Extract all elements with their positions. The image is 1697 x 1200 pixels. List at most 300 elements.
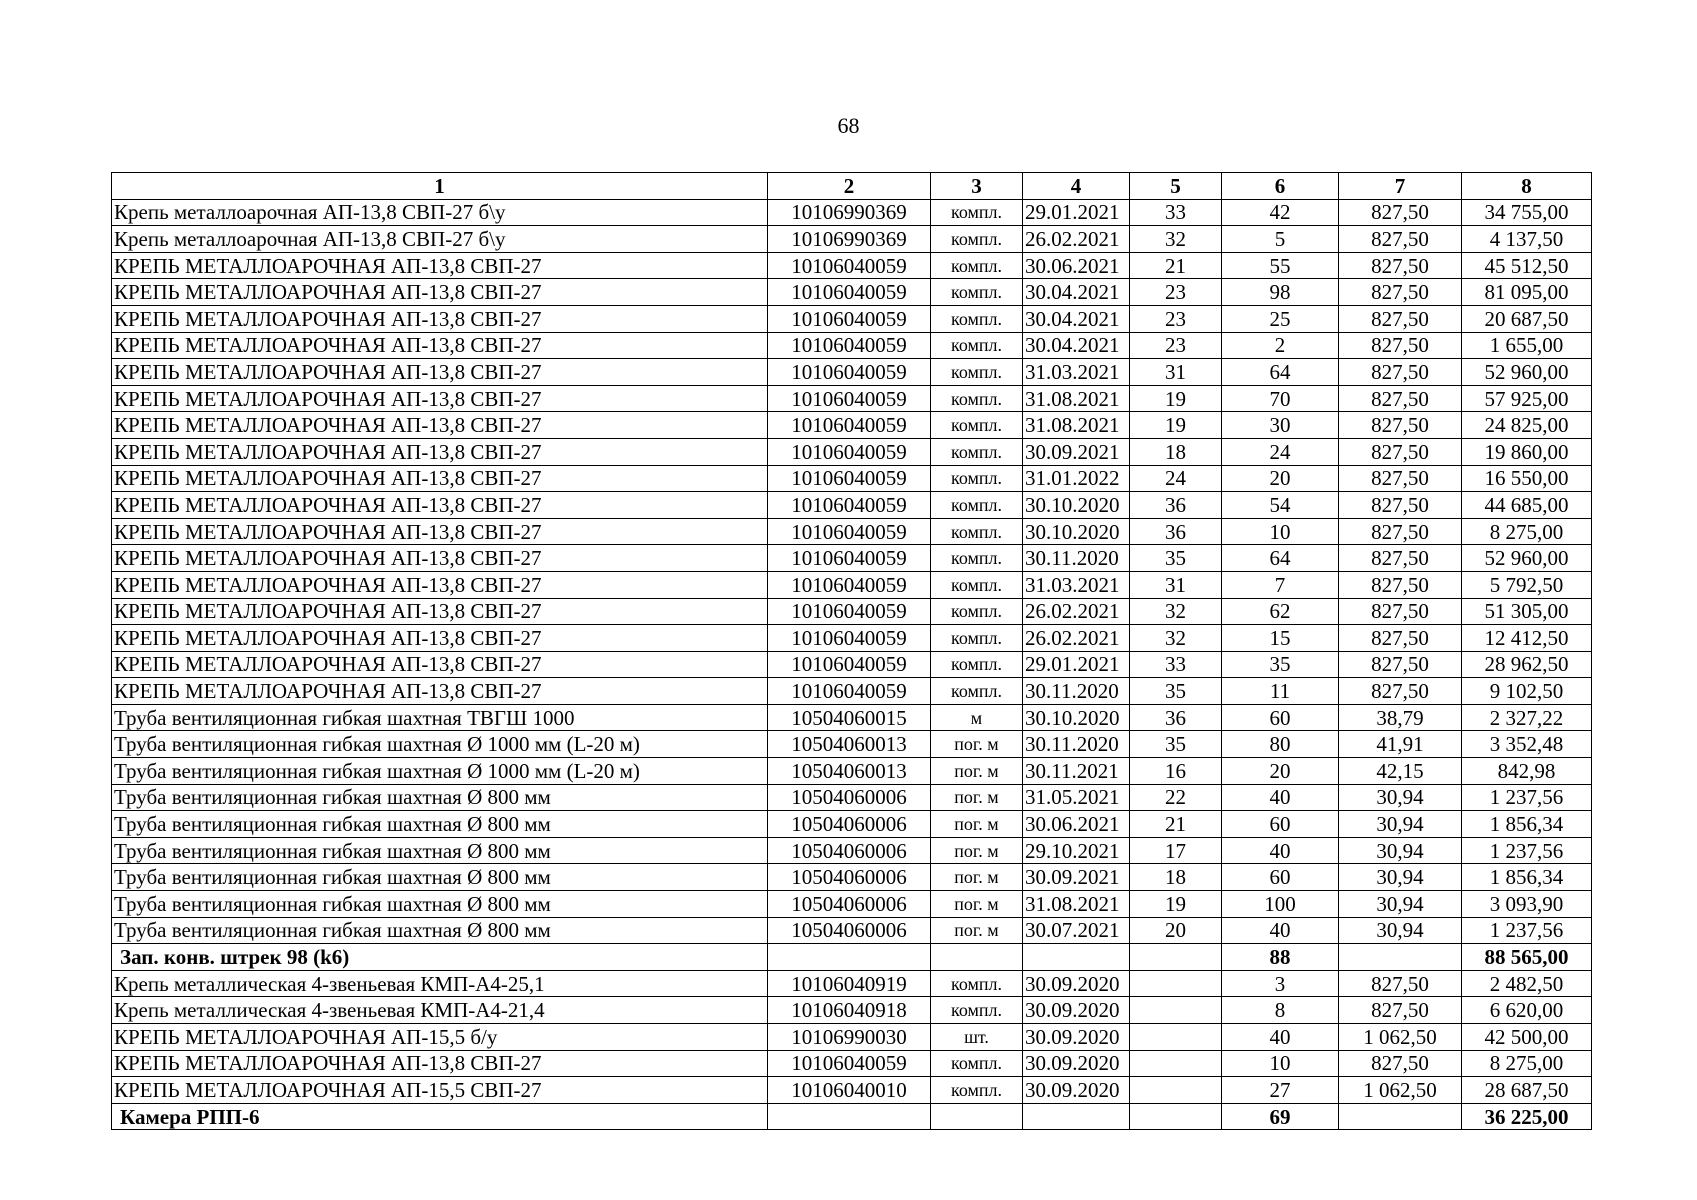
- unit-cell: компл.: [931, 651, 1023, 678]
- unit-cell: компл.: [931, 252, 1023, 279]
- table-row: [112, 837, 1592, 864]
- item-name-cell: КРЕПЬ МЕТАЛЛОАРОЧНАЯ АП-13,8 СВП-27: [112, 412, 768, 439]
- quantity-cell: 70: [1222, 385, 1339, 412]
- item-code-cell: 10106040059: [768, 305, 931, 332]
- table-row: [112, 784, 1592, 811]
- item-name-cell: Труба вентиляционная гибкая шахтная ТВГШ 1000: [112, 704, 768, 731]
- table-row: [112, 412, 1592, 439]
- sum-cell: 24 825,00: [1462, 412, 1592, 439]
- date-cell: 29.10.2021: [1023, 837, 1130, 864]
- unit-cell: пог. м: [931, 837, 1023, 864]
- column-5-cell: 35: [1130, 678, 1222, 705]
- item-name-cell: КРЕПЬ МЕТАЛЛОАРОЧНАЯ АП-13,8 СВП-27: [112, 465, 768, 492]
- sum-cell: 52 960,00: [1462, 545, 1592, 572]
- table-row: [112, 1077, 1592, 1104]
- item-code-cell: 10106990369: [768, 199, 931, 226]
- date-cell: 31.08.2021: [1023, 412, 1130, 439]
- column-5-cell: 21: [1130, 252, 1222, 279]
- quantity-cell: 25: [1222, 305, 1339, 332]
- column-5-cell: 19: [1130, 385, 1222, 412]
- price-cell: [1339, 1103, 1462, 1130]
- sum-cell: 16 550,00: [1462, 465, 1592, 492]
- item-code-cell: 10106040918: [768, 997, 931, 1024]
- price-cell: 30,94: [1339, 837, 1462, 864]
- price-cell: 827,50: [1339, 385, 1462, 412]
- unit-cell: пог. м: [931, 891, 1023, 918]
- date-cell: 30.06.2021: [1023, 811, 1130, 838]
- column-header: 1: [112, 173, 768, 200]
- item-code-cell: 10106040059: [768, 279, 931, 306]
- item-name-cell: Труба вентиляционная гибкая шахтная Ø 800 мм: [112, 864, 768, 891]
- item-code-cell: 10106040059: [768, 465, 931, 492]
- sum-cell: 88 565,00: [1462, 944, 1592, 971]
- unit-cell: компл.: [931, 465, 1023, 492]
- item-name-cell: КРЕПЬ МЕТАЛЛОАРОЧНАЯ АП-13,8 СВП-27: [112, 678, 768, 705]
- section-total-row: [112, 944, 1592, 971]
- unit-cell: компл.: [931, 332, 1023, 359]
- unit-cell: пог. м: [931, 784, 1023, 811]
- price-cell: 30,94: [1339, 917, 1462, 944]
- sum-cell: 51 305,00: [1462, 598, 1592, 625]
- column-5-cell: [1130, 997, 1222, 1024]
- column-header: 2: [768, 173, 931, 200]
- price-cell: 827,50: [1339, 199, 1462, 226]
- item-code-cell: 10106040059: [768, 252, 931, 279]
- item-name-cell: Крепь металлическая 4-звеньевая КМП-А4-21,4: [112, 997, 768, 1024]
- item-name-cell: КРЕПЬ МЕТАЛЛОАРОЧНАЯ АП-13,8 СВП-27: [112, 359, 768, 386]
- item-code-cell: 10106990030: [768, 1024, 931, 1051]
- table-row: [112, 438, 1592, 465]
- unit-cell: компл.: [931, 412, 1023, 439]
- sum-cell: 1 237,56: [1462, 917, 1592, 944]
- date-cell: 31.01.2022: [1023, 465, 1130, 492]
- section-title-cell: Зап. конв. штрек 98 (k6): [112, 944, 768, 971]
- item-name-cell: Труба вентиляционная гибкая шахтная Ø 800 мм: [112, 917, 768, 944]
- date-cell: [1023, 1103, 1130, 1130]
- unit-cell: [931, 1103, 1023, 1130]
- column-5-cell: 35: [1130, 731, 1222, 758]
- table-row: [112, 465, 1592, 492]
- unit-cell: компл.: [931, 970, 1023, 997]
- column-5-cell: 23: [1130, 279, 1222, 306]
- item-code-cell: 10504060015: [768, 704, 931, 731]
- table-row: [112, 970, 1592, 997]
- table-body: [112, 199, 1592, 1130]
- unit-cell: пог. м: [931, 811, 1023, 838]
- column-5-cell: 22: [1130, 784, 1222, 811]
- unit-cell: компл.: [931, 571, 1023, 598]
- date-cell: 30.09.2020: [1023, 970, 1130, 997]
- table-row: [112, 226, 1592, 253]
- sum-cell: 1 856,34: [1462, 811, 1592, 838]
- column-5-cell: 31: [1130, 571, 1222, 598]
- item-code-cell: 10106040059: [768, 545, 931, 572]
- sum-cell: 57 925,00: [1462, 385, 1592, 412]
- item-name-cell: Труба вентиляционная гибкая шахтная Ø 800 мм: [112, 891, 768, 918]
- unit-cell: м: [931, 704, 1023, 731]
- quantity-cell: 3: [1222, 970, 1339, 997]
- column-5-cell: 31: [1130, 359, 1222, 386]
- column-5-cell: 18: [1130, 864, 1222, 891]
- sum-cell: 42 500,00: [1462, 1024, 1592, 1051]
- item-code-cell: 10106040059: [768, 678, 931, 705]
- unit-cell: пог. м: [931, 731, 1023, 758]
- quantity-cell: 55: [1222, 252, 1339, 279]
- quantity-cell: 40: [1222, 784, 1339, 811]
- sum-cell: 8 275,00: [1462, 518, 1592, 545]
- sum-cell: 28 687,50: [1462, 1077, 1592, 1104]
- section-total-row: [112, 1103, 1592, 1130]
- table-row: [112, 385, 1592, 412]
- price-cell: 827,50: [1339, 970, 1462, 997]
- price-cell: [1339, 944, 1462, 971]
- unit-cell: [931, 944, 1023, 971]
- quantity-cell: 69: [1222, 1103, 1339, 1130]
- column-5-cell: 23: [1130, 332, 1222, 359]
- page-number: 68: [837, 113, 860, 138]
- quantity-cell: 64: [1222, 545, 1339, 572]
- table-row: [112, 332, 1592, 359]
- date-cell: 30.04.2021: [1023, 279, 1130, 306]
- column-5-cell: [1130, 1103, 1222, 1130]
- item-name-cell: КРЕПЬ МЕТАЛЛОАРОЧНАЯ АП-13,8 СВП-27: [112, 305, 768, 332]
- item-code-cell: 10106040059: [768, 332, 931, 359]
- price-cell: 1 062,50: [1339, 1077, 1462, 1104]
- item-name-cell: Труба вентиляционная гибкая шахтная Ø 1000 мм (L-20 м): [112, 731, 768, 758]
- table-row: [112, 704, 1592, 731]
- section-title-cell: Камера РПП-6: [112, 1103, 768, 1130]
- date-cell: 29.01.2021: [1023, 199, 1130, 226]
- table-row: [112, 1024, 1592, 1051]
- item-name-cell: Крепь металлоарочная АП-13,8 СВП-27 б\у: [112, 226, 768, 253]
- table-row: [112, 917, 1592, 944]
- item-name-cell: Труба вентиляционная гибкая шахтная Ø 1000 мм (L-20 м): [112, 758, 768, 785]
- date-cell: 30.11.2020: [1023, 545, 1130, 572]
- item-code-cell: 10106040059: [768, 412, 931, 439]
- date-cell: 30.06.2021: [1023, 252, 1130, 279]
- item-code-cell: 10106040059: [768, 1050, 931, 1077]
- price-cell: 827,50: [1339, 492, 1462, 519]
- sum-cell: 52 960,00: [1462, 359, 1592, 386]
- column-5-cell: 36: [1130, 492, 1222, 519]
- item-name-cell: КРЕПЬ МЕТАЛЛОАРОЧНАЯ АП-13,8 СВП-27: [112, 1050, 768, 1077]
- price-cell: 827,50: [1339, 252, 1462, 279]
- table-row: [112, 279, 1592, 306]
- item-name-cell: КРЕПЬ МЕТАЛЛОАРОЧНАЯ АП-13,8 СВП-27: [112, 279, 768, 306]
- column-header: 4: [1023, 173, 1130, 200]
- price-cell: 827,50: [1339, 359, 1462, 386]
- column-5-cell: 20: [1130, 917, 1222, 944]
- quantity-cell: 15: [1222, 625, 1339, 652]
- column-5-cell: 19: [1130, 891, 1222, 918]
- unit-cell: компл.: [931, 199, 1023, 226]
- column-5-cell: 32: [1130, 598, 1222, 625]
- sum-cell: 3 352,48: [1462, 731, 1592, 758]
- date-cell: 26.02.2021: [1023, 625, 1130, 652]
- unit-cell: пог. м: [931, 917, 1023, 944]
- item-name-cell: КРЕПЬ МЕТАЛЛОАРОЧНАЯ АП-15,5 б/у: [112, 1024, 768, 1051]
- date-cell: 30.10.2020: [1023, 492, 1130, 519]
- date-cell: 30.04.2021: [1023, 332, 1130, 359]
- unit-cell: компл.: [931, 598, 1023, 625]
- item-name-cell: Труба вентиляционная гибкая шахтная Ø 800 мм: [112, 837, 768, 864]
- date-cell: 31.08.2021: [1023, 891, 1130, 918]
- sum-cell: 81 095,00: [1462, 279, 1592, 306]
- price-cell: 827,50: [1339, 332, 1462, 359]
- quantity-cell: 100: [1222, 891, 1339, 918]
- table-row: [112, 359, 1592, 386]
- item-code-cell: 10504060006: [768, 891, 931, 918]
- table-row: [112, 518, 1592, 545]
- sum-cell: 1 237,56: [1462, 837, 1592, 864]
- sum-cell: 1 237,56: [1462, 784, 1592, 811]
- price-cell: 827,50: [1339, 571, 1462, 598]
- price-cell: 38,79: [1339, 704, 1462, 731]
- item-code-cell: [768, 944, 931, 971]
- column-header: 6: [1222, 173, 1339, 200]
- sum-cell: 28 962,50: [1462, 651, 1592, 678]
- date-cell: 31.03.2021: [1023, 359, 1130, 386]
- price-cell: 827,50: [1339, 598, 1462, 625]
- column-header: 5: [1130, 173, 1222, 200]
- column-number-row: [112, 173, 1592, 200]
- column-5-cell: 21: [1130, 811, 1222, 838]
- table-row: [112, 571, 1592, 598]
- price-cell: 30,94: [1339, 864, 1462, 891]
- unit-cell: компл.: [931, 226, 1023, 253]
- item-name-cell: КРЕПЬ МЕТАЛЛОАРОЧНАЯ АП-13,8 СВП-27: [112, 252, 768, 279]
- price-cell: 827,50: [1339, 438, 1462, 465]
- price-cell: 827,50: [1339, 545, 1462, 572]
- price-cell: 42,15: [1339, 758, 1462, 785]
- quantity-cell: 64: [1222, 359, 1339, 386]
- date-cell: 30.11.2021: [1023, 758, 1130, 785]
- column-5-cell: [1130, 1077, 1222, 1104]
- price-cell: 827,50: [1339, 997, 1462, 1024]
- column-5-cell: 36: [1130, 518, 1222, 545]
- sum-cell: 1 655,00: [1462, 332, 1592, 359]
- table-row: [112, 731, 1592, 758]
- unit-cell: компл.: [931, 997, 1023, 1024]
- item-code-cell: 10106040059: [768, 598, 931, 625]
- column-5-cell: [1130, 970, 1222, 997]
- unit-cell: компл.: [931, 545, 1023, 572]
- date-cell: 30.09.2020: [1023, 1050, 1130, 1077]
- date-cell: 31.03.2021: [1023, 571, 1130, 598]
- quantity-cell: 60: [1222, 704, 1339, 731]
- item-code-cell: 10106040059: [768, 492, 931, 519]
- table-row: [112, 492, 1592, 519]
- quantity-cell: 20: [1222, 465, 1339, 492]
- sum-cell: 20 687,50: [1462, 305, 1592, 332]
- item-code-cell: 10504060013: [768, 731, 931, 758]
- date-cell: 29.01.2021: [1023, 651, 1130, 678]
- sum-cell: 2 482,50: [1462, 970, 1592, 997]
- date-cell: 30.09.2020: [1023, 997, 1130, 1024]
- price-cell: 41,91: [1339, 731, 1462, 758]
- quantity-cell: 40: [1222, 917, 1339, 944]
- item-name-cell: КРЕПЬ МЕТАЛЛОАРОЧНАЯ АП-13,8 СВП-27: [112, 518, 768, 545]
- quantity-cell: 42: [1222, 199, 1339, 226]
- price-cell: 30,94: [1339, 784, 1462, 811]
- item-code-cell: 10106040059: [768, 359, 931, 386]
- date-cell: 30.09.2021: [1023, 438, 1130, 465]
- quantity-cell: 30: [1222, 412, 1339, 439]
- unit-cell: компл.: [931, 678, 1023, 705]
- quantity-cell: 60: [1222, 864, 1339, 891]
- table-row: [112, 199, 1592, 226]
- column-5-cell: 32: [1130, 226, 1222, 253]
- item-code-cell: 10106040059: [768, 438, 931, 465]
- table-row: [112, 997, 1592, 1024]
- item-code-cell: 10106990369: [768, 226, 931, 253]
- table-row: [112, 758, 1592, 785]
- quantity-cell: 7: [1222, 571, 1339, 598]
- unit-cell: компл.: [931, 359, 1023, 386]
- unit-cell: компл.: [931, 1050, 1023, 1077]
- item-code-cell: [768, 1103, 931, 1130]
- item-name-cell: КРЕПЬ МЕТАЛЛОАРОЧНАЯ АП-15,5 СВП-27: [112, 1077, 768, 1104]
- sum-cell: 44 685,00: [1462, 492, 1592, 519]
- column-5-cell: 16: [1130, 758, 1222, 785]
- date-cell: 31.08.2021: [1023, 385, 1130, 412]
- item-name-cell: КРЕПЬ МЕТАЛЛОАРОЧНАЯ АП-13,8 СВП-27: [112, 545, 768, 572]
- item-code-cell: 10106040059: [768, 651, 931, 678]
- inventory-table: [111, 172, 1592, 1130]
- column-header: 7: [1339, 173, 1462, 200]
- date-cell: [1023, 944, 1130, 971]
- quantity-cell: 2: [1222, 332, 1339, 359]
- unit-cell: компл.: [931, 625, 1023, 652]
- unit-cell: компл.: [931, 438, 1023, 465]
- item-code-cell: 10106040059: [768, 385, 931, 412]
- column-5-cell: 24: [1130, 465, 1222, 492]
- table-row: [112, 864, 1592, 891]
- item-name-cell: Крепь металлическая 4-звеньевая КМП-А4-25,1: [112, 970, 768, 997]
- unit-cell: пог. м: [931, 864, 1023, 891]
- sum-cell: 8 275,00: [1462, 1050, 1592, 1077]
- quantity-cell: 20: [1222, 758, 1339, 785]
- price-cell: 1 062,50: [1339, 1024, 1462, 1051]
- item-name-cell: КРЕПЬ МЕТАЛЛОАРОЧНАЯ АП-13,8 СВП-27: [112, 625, 768, 652]
- quantity-cell: 10: [1222, 1050, 1339, 1077]
- item-name-cell: Труба вентиляционная гибкая шахтная Ø 800 мм: [112, 784, 768, 811]
- item-code-cell: 10106040059: [768, 571, 931, 598]
- quantity-cell: 35: [1222, 651, 1339, 678]
- item-code-cell: 10504060006: [768, 864, 931, 891]
- item-name-cell: КРЕПЬ МЕТАЛЛОАРОЧНАЯ АП-13,8 СВП-27: [112, 385, 768, 412]
- quantity-cell: 24: [1222, 438, 1339, 465]
- price-cell: 827,50: [1339, 279, 1462, 306]
- item-code-cell: 10106040010: [768, 1077, 931, 1104]
- item-code-cell: 10504060006: [768, 837, 931, 864]
- date-cell: 30.09.2020: [1023, 1077, 1130, 1104]
- price-cell: 827,50: [1339, 226, 1462, 253]
- date-cell: 30.10.2020: [1023, 704, 1130, 731]
- date-cell: 30.07.2021: [1023, 917, 1130, 944]
- item-code-cell: 10504060006: [768, 811, 931, 838]
- sum-cell: 36 225,00: [1462, 1103, 1592, 1130]
- item-name-cell: Крепь металлоарочная АП-13,8 СВП-27 б\у: [112, 199, 768, 226]
- item-code-cell: 10106040059: [768, 518, 931, 545]
- sum-cell: 6 620,00: [1462, 997, 1592, 1024]
- quantity-cell: 8: [1222, 997, 1339, 1024]
- price-cell: 827,50: [1339, 465, 1462, 492]
- item-name-cell: КРЕПЬ МЕТАЛЛОАРОЧНАЯ АП-13,8 СВП-27: [112, 598, 768, 625]
- sum-cell: 45 512,50: [1462, 252, 1592, 279]
- quantity-cell: 11: [1222, 678, 1339, 705]
- price-cell: 30,94: [1339, 811, 1462, 838]
- quantity-cell: 5: [1222, 226, 1339, 253]
- table-row: [112, 891, 1592, 918]
- unit-cell: компл.: [931, 385, 1023, 412]
- quantity-cell: 80: [1222, 731, 1339, 758]
- quantity-cell: 98: [1222, 279, 1339, 306]
- item-code-cell: 10504060006: [768, 784, 931, 811]
- price-cell: 827,50: [1339, 678, 1462, 705]
- price-cell: 827,50: [1339, 1050, 1462, 1077]
- column-5-cell: 33: [1130, 651, 1222, 678]
- quantity-cell: 27: [1222, 1077, 1339, 1104]
- column-5-cell: 19: [1130, 412, 1222, 439]
- column-5-cell: [1130, 1050, 1222, 1077]
- quantity-cell: 40: [1222, 837, 1339, 864]
- column-header: 3: [931, 173, 1023, 200]
- table-row: [112, 305, 1592, 332]
- sum-cell: 842,98: [1462, 758, 1592, 785]
- date-cell: 26.02.2021: [1023, 226, 1130, 253]
- column-5-cell: [1130, 944, 1222, 971]
- date-cell: 26.02.2021: [1023, 598, 1130, 625]
- date-cell: 31.05.2021: [1023, 784, 1130, 811]
- column-5-cell: 32: [1130, 625, 1222, 652]
- item-code-cell: 10106040059: [768, 625, 931, 652]
- price-cell: 827,50: [1339, 625, 1462, 652]
- date-cell: 30.10.2020: [1023, 518, 1130, 545]
- column-5-cell: 36: [1130, 704, 1222, 731]
- price-cell: 827,50: [1339, 412, 1462, 439]
- price-cell: 30,94: [1339, 891, 1462, 918]
- column-5-cell: 33: [1130, 199, 1222, 226]
- date-cell: 30.04.2021: [1023, 305, 1130, 332]
- sum-cell: 19 860,00: [1462, 438, 1592, 465]
- quantity-cell: 60: [1222, 811, 1339, 838]
- table-row: [112, 598, 1592, 625]
- unit-cell: компл.: [931, 279, 1023, 306]
- unit-cell: компл.: [931, 1077, 1023, 1104]
- date-cell: 30.11.2020: [1023, 678, 1130, 705]
- sum-cell: 1 856,34: [1462, 864, 1592, 891]
- price-cell: 827,50: [1339, 518, 1462, 545]
- item-name-cell: КРЕПЬ МЕТАЛЛОАРОЧНАЯ АП-13,8 СВП-27: [112, 651, 768, 678]
- unit-cell: компл.: [931, 492, 1023, 519]
- quantity-cell: 40: [1222, 1024, 1339, 1051]
- unit-cell: компл.: [931, 518, 1023, 545]
- quantity-cell: 10: [1222, 518, 1339, 545]
- sum-cell: 12 412,50: [1462, 625, 1592, 652]
- sum-cell: 5 792,50: [1462, 571, 1592, 598]
- sum-cell: 3 093,90: [1462, 891, 1592, 918]
- table-row: [112, 651, 1592, 678]
- table-row: [112, 1050, 1592, 1077]
- column-header: 8: [1462, 173, 1592, 200]
- item-name-cell: КРЕПЬ МЕТАЛЛОАРОЧНАЯ АП-13,8 СВП-27: [112, 438, 768, 465]
- quantity-cell: 88: [1222, 944, 1339, 971]
- table-row: [112, 545, 1592, 572]
- date-cell: 30.09.2021: [1023, 864, 1130, 891]
- item-code-cell: 10504060006: [768, 917, 931, 944]
- sum-cell: 34 755,00: [1462, 199, 1592, 226]
